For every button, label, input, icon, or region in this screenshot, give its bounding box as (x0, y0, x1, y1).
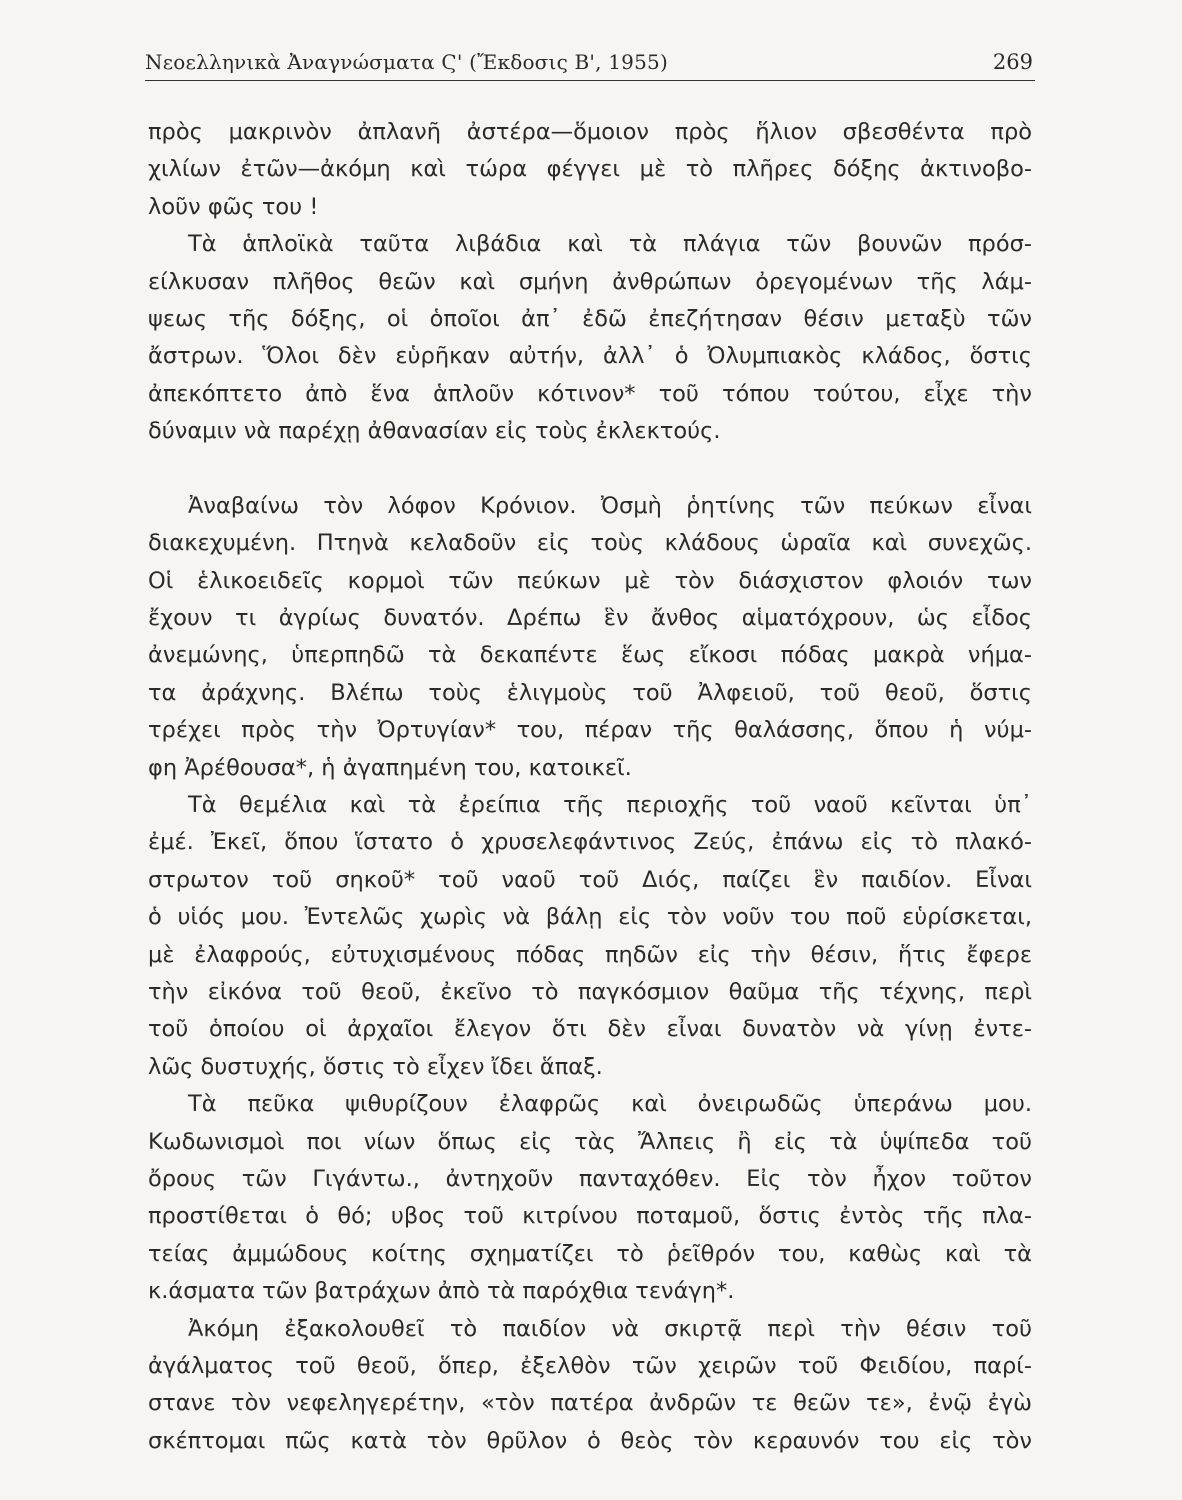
page-number: 269 (992, 50, 1033, 74)
text-line: κ.άσματα τῶν βατράχων ἀπὸ τὰ παρόχθια τενάγη*. (148, 1278, 735, 1305)
text-line: Ἀκόμη ἐξακολουθεῖ τὸ παιδίον νὰ σκιρτᾷ περὶ τὴν θέσιν τοῦ (188, 1315, 1032, 1342)
text-line: τα ἀράχνης. Βλέπω τοὺς ἑλιγμοὺς τοῦ Ἀλφειοῦ, τοῦ θεοῦ, ὅστις (148, 679, 1032, 706)
text-line: τρέχει πρὸς τὴν Ὀρτυγίαν* του, πέραν τῆς θαλάσσης, ὅπου ἡ νύμ- (148, 717, 1032, 744)
text-line: δύναμιν νὰ παρέχῃ ἀθανασίαν εἰς τοὺς ἐκλεκτούς. (148, 418, 721, 445)
text-line: Οἱ ἑλικοειδεῖς κορμοὶ τῶν πεύκων μὲ τὸν διάσχιστον φλοιόν των (148, 567, 1032, 594)
text-line: ἔχουν τι ἀγρίως δυνατόν. Δρέπω ἓν ἄνθος αἱματόχρουν, ὡς εἶδος (148, 605, 1032, 632)
text-line: στρωτον τοῦ σηκοῦ* τοῦ ναοῦ τοῦ Διός, παίζει ἓν παιδίον. Εἶναι (148, 866, 1032, 893)
text-line: λοῦν φῶς του ! (148, 193, 319, 220)
text-line: ἀνεμώνης, ὑπερπηδῶ τὰ δεκαπέντε ἕως εἴκοσι πόδας μακρὰ νήμα- (148, 642, 1032, 669)
text-line: ἀπεκόπτετο ἀπὸ ἕνα ἁπλοῦν κότινον* τοῦ τόπου τούτου, εἶχε τὴν (148, 380, 1032, 407)
body-text (148, 114, 1032, 1460)
text-line: τείας ἀμμώδους κοίτης σχηματίζει τὸ ῥεῖθρόν του, καθὼς καὶ τὰ (148, 1240, 1032, 1267)
text-line: ἐμέ. Ἐκεῖ, ὅπου ἵστατο ὁ χρυσελεφάντινος Ζεύς, ἐπάνω εἰς τὸ πλακό- (148, 829, 1032, 856)
text-line: τοῦ ὁποίου οἱ ἀρχαῖοι ἔλεγον ὅτι δὲν εἶναι δυνατὸν νὰ γίνῃ ἐντε- (148, 1016, 1032, 1043)
text-line: πρὸς μακρινὸν ἀπλανῆ ἀστέρα—ὅμοιον πρὸς ἥλιον σβεσθέντα πρὸ (148, 119, 1032, 145)
text-line: μὲ ἐλαφρούς, εὐτυχισμένους πόδας πηδῶν εἰς τὴν θέσιν, ἥτις ἔφερε (148, 941, 1032, 968)
text-line: τὴν εἰκόνα τοῦ θεοῦ, ἐκεῖνο τὸ παγκόσμιον θαῦμα τῆς τέχνης, περὶ (148, 978, 1032, 1005)
text-line: ψεως τῆς δόξης, οἱ ὁποῖοι ἀπ᾽ ἐδῶ ἐπεζήτησαν θέσιν μεταξὺ τῶν (148, 305, 1032, 332)
text-line: χιλίων ἐτῶν—ἀκόμη καὶ τώρα φέγγει μὲ τὸ πλῆρες δόξης ἀκτινοβο- (148, 156, 1032, 183)
text-line: Ἀναβαίνω τὸν λόφον Κρόνιον. Ὀσμὴ ῥητίνης τῶν πεύκων εἶναι (188, 492, 1032, 519)
text-line: φη Ἀρέθουσα*, ἡ ἀγαπημένη του, κατοικεῖ. (148, 754, 632, 781)
text-line: προστίθεται ὁ θό; υβος τοῦ κιτρίνου ποταμοῦ, ὅστις ἐντὸς τῆς πλα- (148, 1203, 1032, 1230)
text-line: λῶς δυστυχής, ὅστις τὸ εἶχεν ἴδει ἅπαξ. (148, 1053, 603, 1080)
text-line: διακεχυμένη. Πτηνὰ κελαδοῦν εἰς τοὺς κλάδους ὡραῖα καὶ συνεχῶς. (148, 530, 1032, 557)
text-line: Τὰ ἁπλοϊκὰ ταῦτα λιβάδια καὶ τὰ πλάγια τῶν βουνῶν πρόσ- (188, 231, 1032, 258)
text-line: σκέπτομαι πῶς κατὰ τὸν θρῦλον ὁ θεὸς τὸν κεραυνόν του εἰς τὸν (148, 1427, 1032, 1454)
text-line: ἀγάλματος τοῦ θεοῦ, ὅπερ, ἐξελθὸν τῶν χειρῶν τοῦ Φειδίου, παρί- (148, 1352, 1032, 1379)
text-line: στανε τὸν νεφεληγερέτην, «τὸν πατέρα ἀνδρῶν τε θεῶν τε», ἐνῷ ἐγὼ (148, 1390, 1032, 1417)
text-line: Κωδωνισμοὶ ποι νίων ὅπως εἰς τὰς Ἄλπεις ἢ εἰς τὰ ὑψίπεδα τοῦ (148, 1128, 1032, 1155)
text-line: Τὰ πεῦκα ψιθυρίζουν ἐλαφρῶς καὶ ὀνειρωδῶς ὑπεράνω μου. (188, 1091, 1032, 1118)
running-header (145, 46, 1035, 81)
text-line: ἄστρων. Ὅλοι δὲν εὑρῆκαν αὐτήν, ἀλλ᾽ ὁ Ὀλυμπιακὸς κλάδος, ὅστις (148, 343, 1032, 370)
text-line: Τὰ θεμέλια καὶ τὰ ἐρείπια τῆς περιοχῆς τοῦ ναοῦ κεῖνται ὑπ᾽ (188, 792, 1032, 819)
text-line: ὄρους τῶν Γιγάντω., ἀντηχοῦν πανταχόθεν. Εἰς τὸν ἦχον τοῦτον (148, 1165, 1032, 1192)
running-title: Νεοελληνικὰ Ἀναγνώσματα Ϛ' (Ἔκδοσις Β', 1955) (145, 50, 668, 74)
text-line: είλκυσαν πλῆθος θεῶν καὶ σμήνη ἀνθρώπων ὀρεγομένων τῆς λάμ- (148, 268, 1032, 295)
text-line: ὁ υἱός μου. Ἐντελῶς χωρὶς νὰ βάλῃ εἰς τὸν νοῦν του ποῦ εὑρίσκεται, (148, 904, 1032, 931)
paragraph-gap (148, 451, 1032, 488)
